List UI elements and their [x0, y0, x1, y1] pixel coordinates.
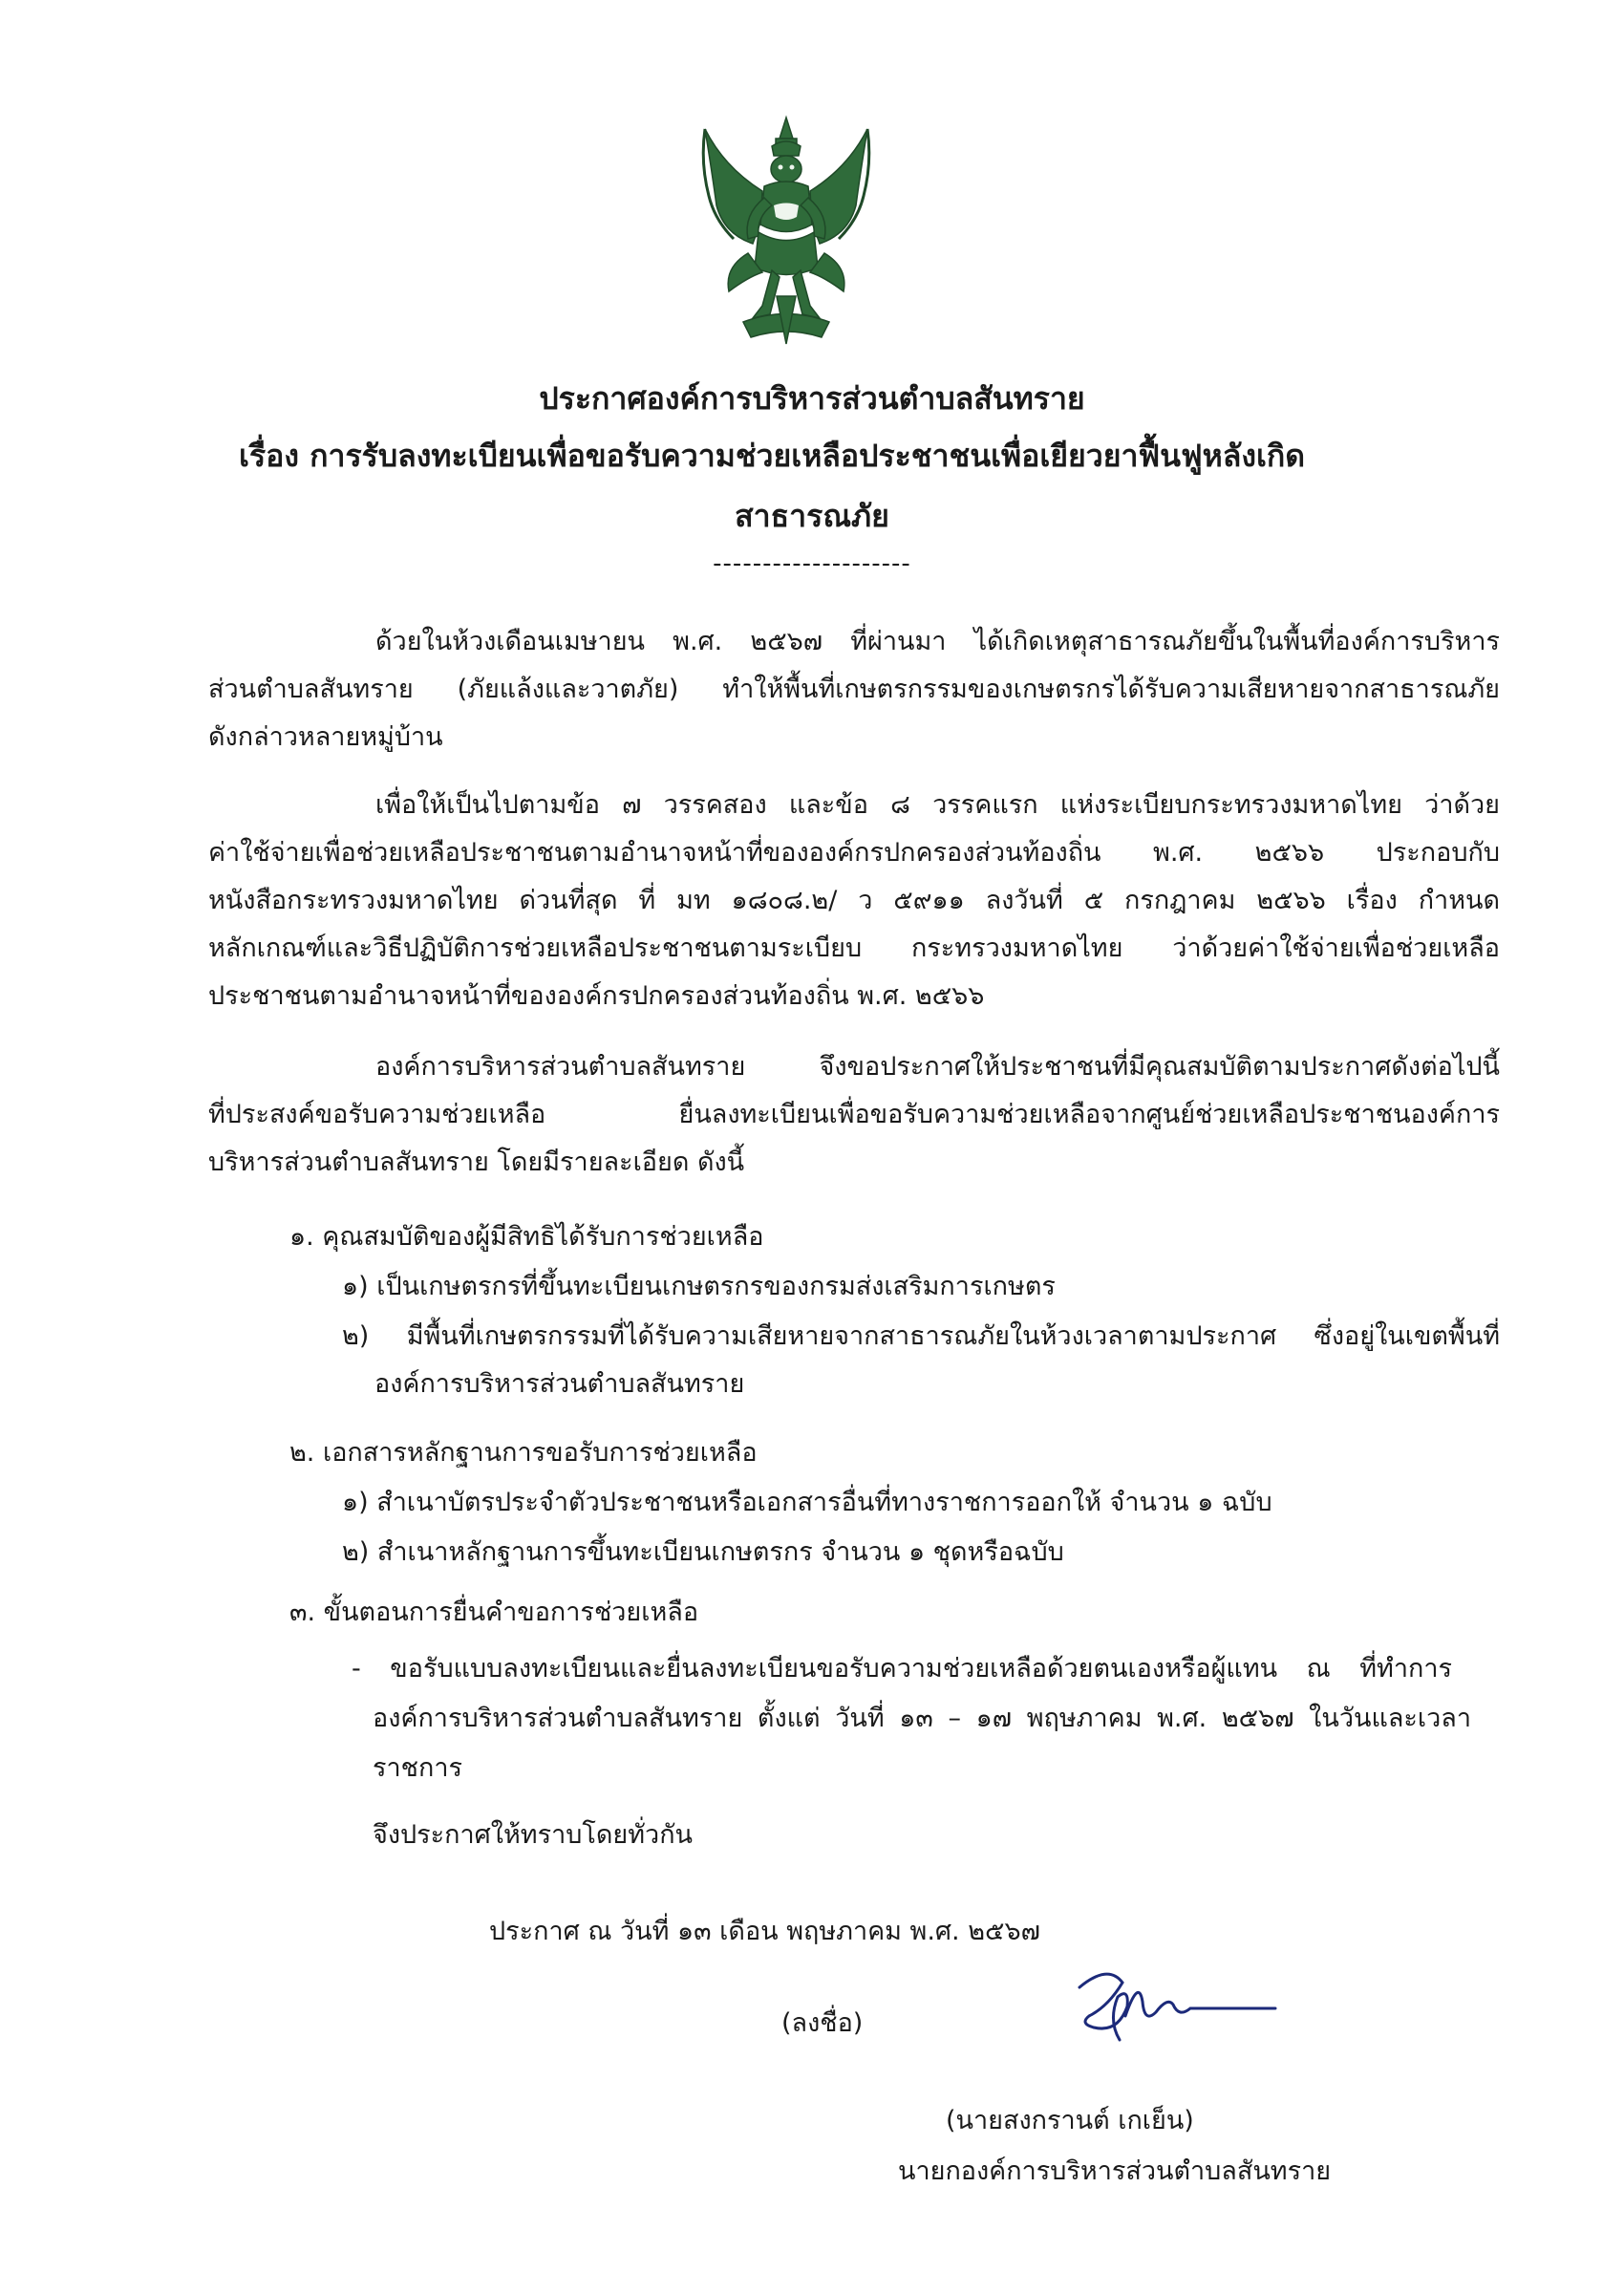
paragraph-line: หลักเกณฑ์และวิธีปฏิบัติการช่วยเหลือประชาชนตามระเบียบ กระทรวงมหาดไทย ว่าด้วยค่าใช้จ่ายเพื่อช่วยเหลือ [208, 933, 1500, 963]
list-item: ๒) สำเนาหลักฐานการขึ้นทะเบียนเกษตรกร จำนวน ๑ ชุดหรือฉบับ [342, 1537, 1064, 1567]
paragraph-line: ดังกล่าวหลายหมู่บ้าน [208, 722, 443, 752]
paragraph-line: ที่ประสงค์ขอรับความช่วยเหลือ ยื่นลงทะเบียนเพื่อขอรับความช่วยเหลือจากศูนย์ช่วยเหลือประชาชนองค์การ [208, 1100, 1500, 1129]
signed-label: (ลงชื่อ) [781, 2008, 864, 2038]
list-item: ๑) สำเนาบัตรประจำตัวประชาชนหรือเอกสารอื่นที่ทางราชการออกให้ จำนวน ๑ ฉบับ [342, 1488, 1272, 1517]
section-heading-documents: ๒. เอกสารหลักฐานการขอรับการช่วยเหลือ [289, 1438, 758, 1468]
document-subject-continued: สาธารณภัย [735, 498, 889, 534]
paragraph-line: ด้วยในห้วงเดือนเมษายน พ.ศ. ๒๕๖๗ ที่ผ่านมา ได้เกิดเหตุสาธารณภัยขึ้นในพื้นที่องค์การบริหาร [375, 627, 1500, 656]
list-item-continued: องค์การบริหารส่วนตำบลสันทราย [374, 1369, 745, 1399]
list-item: ๑) เป็นเกษตรกรที่ขึ้นทะเบียนเกษตรกรของกรมส่งเสริมการเกษตร [342, 1272, 1056, 1301]
section-heading-qualifications: ๑. คุณสมบัติของผู้มีสิทธิได้รับการช่วยเหลือ [289, 1222, 764, 1252]
list-item: ๒) มีพื้นที่เกษตรกรรมที่ได้รับความเสียหายจากสาธารณภัยในห้วงเวลาตามประกาศ ซึ่งอยู่ในเขตพื้นที่ [342, 1321, 1500, 1351]
paragraph-line: บริหารส่วนตำบลสันทราย โดยมีรายละเอียด ดังนี้ [208, 1148, 745, 1177]
signer-name: (นายสงกรานต์ เกเย็น) [946, 2106, 1194, 2135]
signature-icon [1051, 1949, 1280, 2054]
section-heading-procedure: ๓. ขั้นตอนการยื่นคำขอการช่วยเหลือ [289, 1598, 699, 1627]
closing-statement: จึงประกาศให้ทราบโดยทั่วกัน [373, 1820, 693, 1850]
garuda-emblem-icon [695, 110, 877, 349]
title-separator: -------------------- [713, 549, 911, 578]
document-title: ประกาศองค์การบริหารส่วนตำบลสันทราย [539, 380, 1085, 417]
paragraph-line: ค่าใช้จ่ายเพื่อช่วยเหลือประชาชนตามอำนาจหน้าที่ขององค์กรปกครองส่วนท้องถิ่น พ.ศ. ๒๕๖๖ ประกอบกับ [208, 838, 1500, 868]
signer-position: นายกองค์การบริหารส่วนตำบลสันทราย [898, 2156, 1332, 2186]
procedure-line: ราชการ [373, 1753, 462, 1783]
paragraph-line: หนังสือกระทรวงมหาดไทย ด่วนที่สุด ที่ มท ๑๘๐๘.๒/ ว ๕๙๑๑ ลงวันที่ ๕ กรกฎาคม ๒๕๖๖ เรื่อง กำหนด [208, 886, 1500, 915]
procedure-line: องค์การบริหารส่วนตำบลสันทราย ตั้งแต่ วันที่ ๑๓ – ๑๗ พฤษภาคม พ.ศ. ๒๕๖๗ ในวันและเวลา [373, 1704, 1471, 1733]
document-subject: เรื่อง การรับลงทะเบียนเพื่อขอรับความช่วยเหลือประชาชนเพื่อเยียวยาฟื้นฟูหลังเกิด [239, 438, 1306, 474]
announcement-date: ประกาศ ณ วันที่ ๑๓ เดือน พฤษภาคม พ.ศ. ๒๕๖๗ [489, 1917, 1040, 1946]
paragraph-line: องค์การบริหารส่วนตำบลสันทราย จึงขอประกาศให้ประชาชนที่มีคุณสมบัติตามประกาศดังต่อไปนี้ [375, 1052, 1500, 1082]
paragraph-line: ส่วนตำบลสันทราย (ภัยแล้งและวาตภัย) ทำให้พื้นที่เกษตรกรรมของเกษตรกรได้รับความเสียหายจากสาธารณภัย [208, 675, 1500, 704]
paragraph-line: เพื่อให้เป็นไปตามข้อ ๗ วรรคสอง และข้อ ๘ วรรคแรก แห่งระเบียบกระทรวงมหาดไทย ว่าด้วย [375, 790, 1500, 820]
procedure-line: - ขอรับแบบลงทะเบียนและยื่นลงทะเบียนขอรับความช่วยเหลือด้วยตนเองหรือผู้แทน ณ ที่ทำการ [352, 1654, 1452, 1684]
paragraph-line: ประชาชนตามอำนาจหน้าที่ขององค์กรปกครองส่วนท้องถิ่น พ.ศ. ๒๕๖๖ [208, 981, 985, 1011]
